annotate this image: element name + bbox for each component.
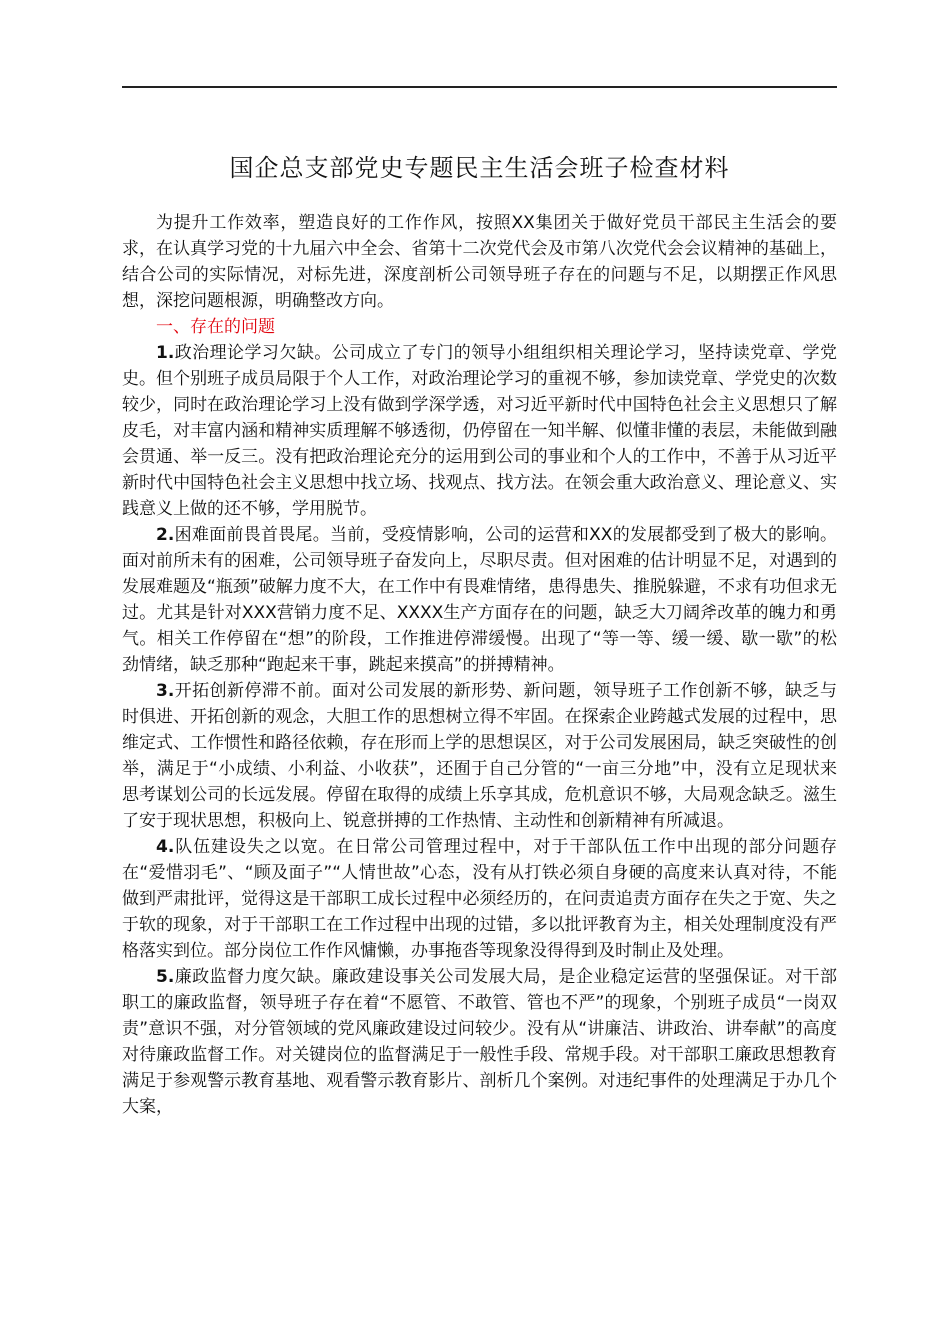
item-number: 5.	[156, 967, 175, 987]
item-text: 政治理论学习欠缺。公司成立了专门的领导小组组织相关理论学习，坚持读党章、学党史。但个别班子成员局限于个人工作，对政治理论学习的重视不够，参加读党章、学党史的次数较少，同时在政治理论学习上没有做到学深学透，对习近平新时代中国特色社会主义思想只了解皮毛，对丰富内涵和精神实质理解不够透彻，仍停留在一知半解、似懂非懂的表层，未能做到融会贯通、举一反三。没有把政治理论充分的运用到公司的事业和个人的工作中，不善于从习近平新时代中国特色社会主义思想中找立场、找观点、找方法。在领会重大政治意义、理论意义、实践意义上做的还不够，学用脱节。	[122, 343, 837, 519]
intro-paragraph: 为提升工作效率，塑造良好的工作作风，按照XX集团关于做好党员干部民主生活会的要求，在认真学习党的十九届六中全会、省第十二次党代会及市第八次党代会会议精神的基础上，结合公司的实际情况，对标先进，深度剖析公司领导班子存在的问题与不足，以期摆正作风思想，深挖问题根源，明确整改方向。	[122, 213, 837, 311]
item-text: 廉政监督力度欠缺。廉政建设事关公司发展大局，是企业稳定运营的坚强保证。对干部职工的廉政监督，领导班子存在着“不愿管、不敢管、管也不严”的现象，个别班子成员“一岗双责”意识不强，对分管领域的党风廉政建设过问较少。没有从“讲廉洁、讲政治、讲奉献”的高度对待廉政监督工作。对关键岗位的监督满足于一般性手段、常规手段。对干部职工廉政思想教育满足于参观警示教育基地、观看警示教育影片、剖析几个案例。对违纪事件的处理满足于办几个大案，	[122, 967, 837, 1117]
document-body	[122, 210, 837, 1120]
item-number: 3.	[156, 681, 175, 701]
item-text: 困难面前畏首畏尾。当前，受疫情影响，公司的运营和XX的发展都受到了极大的影响。面对前所未有的困难，公司领导班子奋发向上，尽职尽责。但对困难的估计明显不足，对遇到的发展难题及“瓶颈”破解力度不大，在工作中有畏难情绪，患得患失、推脱躲避，不求有功但求无过。尤其是针对XXX营销力度不足、XXXX生产方面存在的问题，缺乏大刀阔斧改革的魄力和勇气。相关工作停留在“想”的阶段，工作推进停滞缓慢。出现了“等一等、缓一缓、歇一歇”的松劲情绪，缺乏那种“跑起来干事，跳起来摸高”的拼搏精神。	[122, 525, 837, 675]
list-item	[122, 678, 837, 834]
list-item	[122, 340, 837, 522]
list-item	[122, 834, 837, 964]
section-heading: 一、存在的问题	[156, 317, 275, 337]
list-item	[122, 522, 837, 678]
item-text: 队伍建设失之以宽。在日常公司管理过程中，对于干部队伍工作中出现的部分问题存在“爱惜羽毛”、“顾及面子”“人情世故”心态，没有从打铁必须自身硬的高度来认真对待，不能做到严肃批评，觉得这是干部职工成长过程中必须经历的，在问责追责方面存在失之于宽、失之于软的现象，对于干部职工在工作过程中出现的过错，多以批评教育为主，相关处理制度没有严格落实到位。部分岗位工作作风慵懒，办事拖沓等现象没得得到及时制止及处理。	[122, 837, 837, 961]
header-rule	[122, 86, 837, 88]
item-number: 2.	[156, 525, 175, 545]
item-number: 1.	[156, 343, 175, 363]
item-text: 开拓创新停滞不前。面对公司发展的新形势、新问题，领导班子工作创新不够，缺乏与时俱进、开拓创新的观念，大胆工作的思想树立得不牢固。在探索企业跨越式发展的过程中，思维定式、工作惯性和路径依赖，存在形而上学的思想误区，对于公司发展困局，缺乏突破性的创举，满足于“小成绩、小利益、小收获”，还囿于自己分管的“一亩三分地”中，没有立足现状来思考谋划公司的长远发展。停留在取得的成绩上乐享其成，危机意识不够，大局观念缺乏。滋生了安于现状思想，积极向上、锐意拼搏的工作热情、主动性和创新精神有所减退。	[122, 681, 837, 831]
item-number: 4.	[156, 837, 175, 857]
list-item	[122, 964, 837, 1120]
document-title: 国企总支部党史专题民主生活会班子检查材料	[229, 154, 730, 182]
